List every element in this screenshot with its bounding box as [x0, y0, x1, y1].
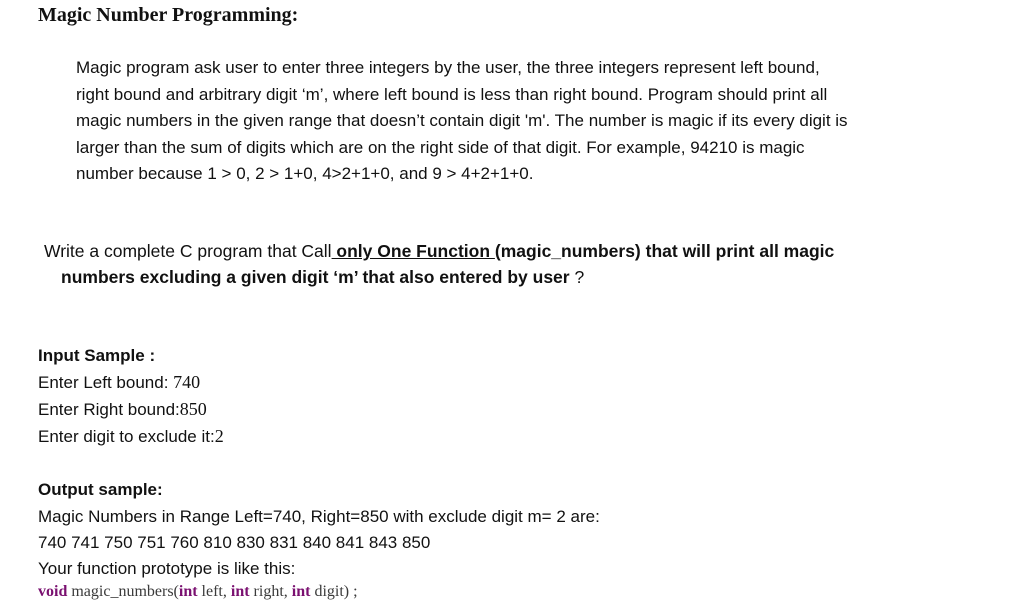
question-mark: ?: [569, 267, 585, 287]
question-line-1: [44, 241, 834, 262]
description-line: magic numbers in the given range that doesn’t contain digit 'm'. The number is magic if its every digit is: [76, 111, 848, 130]
input-digit-line: [38, 426, 224, 447]
input-digit-label: Enter digit to exclude it:: [38, 427, 215, 446]
keyword-int: int: [230, 583, 250, 600]
keyword-void: void: [38, 583, 68, 600]
description-line: Magic program ask user to enter three integers by the user, the three integers represent left bound,: [76, 58, 820, 77]
keyword-int: int: [178, 583, 198, 600]
question-text-2: numbers excluding a given digit ‘m’ that also entered by user: [61, 267, 570, 287]
input-left-label: Enter Left bound:: [38, 373, 174, 392]
input-right-label: Enter Right bound:: [38, 400, 180, 419]
page-title: Magic Number Programming:: [38, 4, 299, 26]
description-line: larger than the sum of digits which are on the right side of that digit. For example, 94210 is magic: [76, 137, 805, 157]
question-line-2: [61, 267, 584, 288]
output-line-2: 740 741 750 751 760 810 830 831 840 841 843 850: [38, 533, 431, 552]
keyword-int: int: [291, 583, 311, 600]
function-prototype: [38, 583, 358, 601]
output-line-1: Magic Numbers in Range Left=740, Right=850 with exclude digit m= 2 are:: [38, 507, 600, 526]
description-line: right bound and arbitrary digit ‘m’, where left bound is less than right bound. Program should print all: [76, 84, 828, 104]
input-digit-value: 2: [214, 426, 224, 446]
output-line-3: Your function prototype is like this:: [38, 559, 296, 578]
input-left-value: 740: [173, 372, 201, 392]
input-left-line: [38, 372, 200, 393]
prototype-name: magic_numbers(: [67, 583, 179, 600]
question-text: Write a complete C program that Call: [44, 241, 332, 261]
output-sample-heading: Output sample:: [38, 480, 163, 499]
problem-description: [76, 55, 996, 188]
input-right-line: [38, 399, 207, 420]
input-sample-heading: Input Sample :: [38, 346, 156, 365]
description-line: number because 1 > 0, 2 > 1+0, 4>2+1+0, and 9 > 4+2+1+0.: [76, 164, 534, 183]
question-function: (magic_numbers) that will print all magic: [494, 241, 835, 261]
input-right-value: 850: [179, 399, 207, 419]
prototype-param: left,: [197, 583, 231, 600]
prototype-param: digit) ;: [310, 583, 358, 600]
question-emphasis: only One Function: [331, 241, 495, 261]
prototype-param: right,: [249, 583, 292, 600]
